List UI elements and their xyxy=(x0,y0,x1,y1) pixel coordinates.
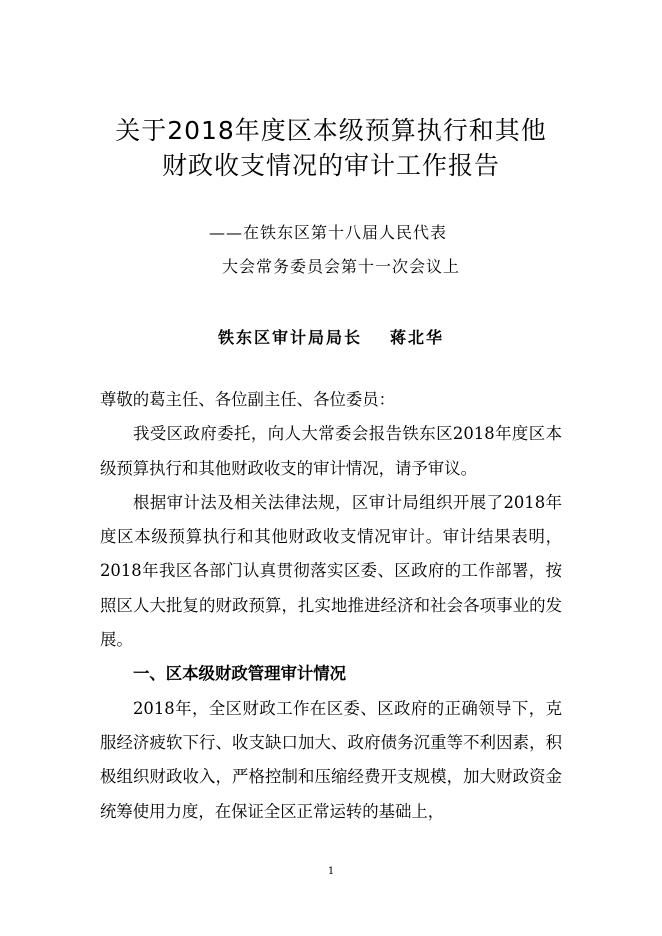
subtitle-line-2: 大会常务委员会第十一次会议上 xyxy=(222,257,461,276)
page-number: 1 xyxy=(327,866,335,877)
report-title-line-2: 财政收支情况的审计工作报告 xyxy=(161,151,500,180)
author-line xyxy=(0,327,662,349)
paragraph-fiscal-management: 2018年，全区财政工作在区委、区政府的正确领导下，克服经济疲软下行、收支缺口加大、政府债务沉重等不利因素，积极组织财政收入，严格控制和压缩经费开支规模，加大财政资金统筹使用力度，在保证全区正常运转的基础上， xyxy=(100,698,562,821)
section-heading-1: 一、区本级财政管理审计情况 xyxy=(133,664,347,684)
report-body xyxy=(100,383,562,829)
author-position: 铁东区审计局局长 xyxy=(217,328,362,347)
report-title-line-1: 关于2018年度区本级预算执行和其他 xyxy=(115,116,547,145)
subtitle-line-1: ——在铁东区第十八届人民代表 xyxy=(209,223,448,242)
paragraph-audit-basis: 根据审计法及相关法律法规，区审计局组织开展了2018年度区本级预算执行和其他财政收支情况审计。审计结果表明，2018年我区各部门认真贯彻落实区委、区政府的工作部署，按照区人大批复的财政预算，扎实地推进经济和社会各项事业的发展。 xyxy=(100,492,562,650)
paragraph-entrustment: 我受区政府委托，向人大常委会报告铁东区2018年度区本级预算执行和其他财政收支的审计情况，请予审议。 xyxy=(100,424,562,478)
author-name: 蒋北华 xyxy=(390,328,445,347)
salutation: 尊敬的葛主任、各位副主任、各位委员： xyxy=(100,390,396,409)
